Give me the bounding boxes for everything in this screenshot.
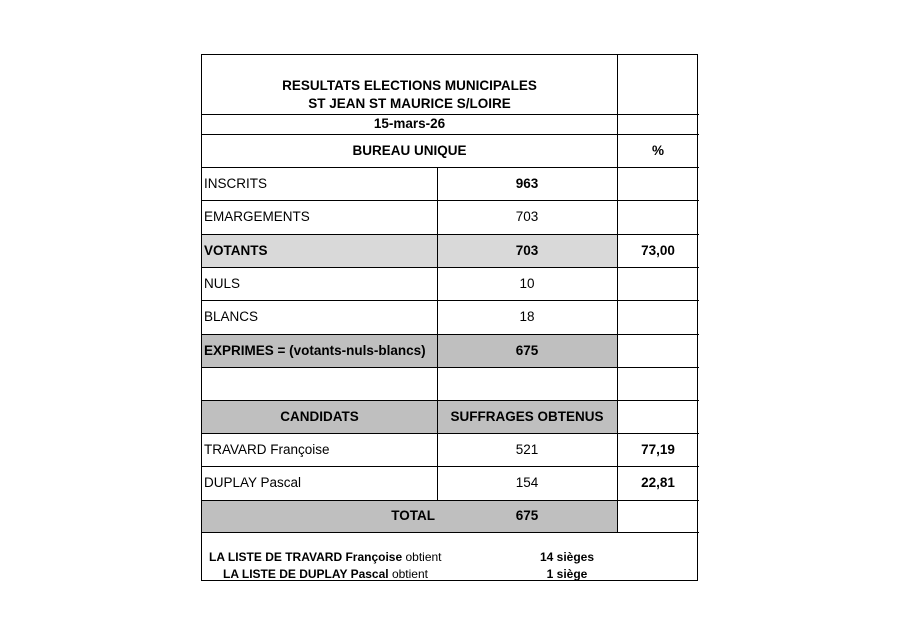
exprimes-value: 675 [515, 343, 539, 358]
candidate-name: DUPLAY Pascal [204, 475, 302, 490]
votants-value: 703 [515, 243, 539, 258]
blancs-label: BLANCS [204, 309, 259, 324]
grid-line [202, 167, 699, 168]
grid-line [202, 200, 699, 201]
grid-line [202, 267, 699, 268]
seat-list-name: LA LISTE DE TRAVARD Françoise [209, 550, 403, 564]
candidate-percent: 77,19 [641, 442, 675, 457]
candidate-votes: 521 [515, 442, 539, 457]
grid-line [202, 300, 699, 301]
candidate-percent: 22,81 [641, 475, 675, 490]
inscrits-label: INSCRITS [204, 176, 268, 191]
emargements-label: EMARGEMENTS [204, 209, 310, 224]
percent-header: % [651, 143, 664, 158]
exprimes-label: EXPRIMES = (votants-nuls-blancs) [204, 343, 426, 358]
grid-line [202, 433, 699, 434]
candidate-name: TRAVARD Françoise [204, 442, 330, 457]
candidate-votes: 154 [515, 475, 539, 490]
report-title: RESULTATS ELECTIONS MUNICIPALES [282, 78, 537, 93]
grid-line [202, 367, 699, 368]
candidats-header: CANDIDATS [280, 409, 359, 424]
grid-line [202, 400, 699, 401]
votants-percent: 73,00 [641, 243, 675, 258]
seat-count: 14 sièges [539, 550, 595, 564]
nuls-label: NULS [204, 276, 241, 291]
seat-count: 1 siège [546, 567, 588, 581]
total-label: TOTAL [391, 508, 435, 523]
votants-label: VOTANTS [204, 243, 268, 258]
grid-line [202, 334, 699, 335]
seat-list-name: LA LISTE DE DUPLAY Pascal [223, 567, 389, 581]
grid-line [617, 55, 618, 532]
inscrits-value: 963 [515, 176, 539, 191]
seat-verb: obtient [391, 567, 428, 581]
grid-line [202, 134, 699, 135]
grid-line [202, 500, 699, 501]
seat-line-duplay [223, 566, 428, 582]
results-sheet [201, 54, 698, 581]
bureau-label: BUREAU UNIQUE [352, 143, 467, 158]
emargements-value: 703 [515, 209, 539, 224]
grid-line [202, 114, 699, 115]
blancs-value: 18 [519, 309, 535, 324]
total-value: 675 [515, 508, 539, 523]
seat-verb: obtient [405, 550, 442, 564]
suffrages-header: SUFFRAGES OBTENUS [450, 409, 604, 424]
grid-line [202, 234, 699, 235]
grid-line [202, 466, 699, 467]
nuls-value: 10 [519, 276, 535, 291]
election-date: 15-mars-26 [373, 116, 446, 131]
commune-name: ST JEAN ST MAURICE S/LOIRE [308, 96, 511, 111]
grid-line [202, 532, 699, 533]
seat-line-travard [209, 549, 442, 565]
